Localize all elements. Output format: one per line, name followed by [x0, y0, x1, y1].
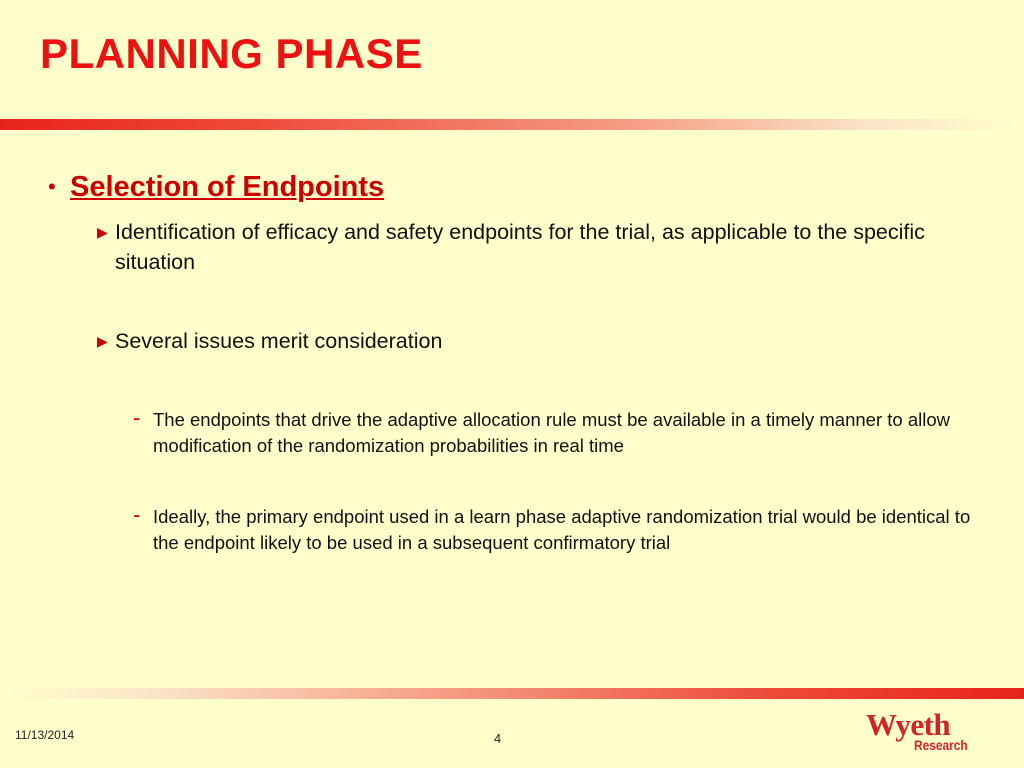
- dash-bullet-icon: -: [133, 405, 141, 430]
- list-item-text: Identification of efficacy and safety endpoints for the trial, as applicable to the specific situation: [115, 220, 925, 274]
- sub-list-item: [133, 504, 983, 555]
- logo-brand: Wyeth: [866, 707, 951, 742]
- sub-list-item-text: The endpoints that drive the adaptive allocation rule must be available in a timely manner to allow modification of the randomization probabilities in real time: [153, 409, 950, 456]
- triangle-right-bullet-icon: ▶: [97, 224, 108, 240]
- list-item: [97, 326, 977, 356]
- dash-bullet-icon: -: [133, 502, 141, 527]
- sub-list-item-text: Ideally, the primary endpoint used in a learn phase adaptive randomization trial would be identical to the endpoint likely to be used in a subsequent confirmatory trial: [153, 506, 971, 553]
- footer-date: 11/13/2014: [15, 728, 75, 742]
- triangle-right-bullet-icon: ▶: [97, 333, 108, 349]
- logo-subtitle: Research: [914, 737, 968, 753]
- list-item-text: Several issues merit consideration: [115, 329, 443, 353]
- title-divider: [0, 119, 1024, 130]
- dot-bullet-icon: •: [48, 174, 56, 199]
- footer-divider: [0, 688, 1024, 699]
- heading-item: [48, 168, 988, 206]
- page-number: 4: [494, 731, 502, 746]
- list-item: [97, 217, 977, 277]
- section-heading: Selection of Endpoints: [70, 171, 385, 203]
- wyeth-research-logo: [866, 708, 986, 758]
- slide-title: PLANNING PHASE: [40, 30, 423, 77]
- sub-list-item: [133, 407, 983, 458]
